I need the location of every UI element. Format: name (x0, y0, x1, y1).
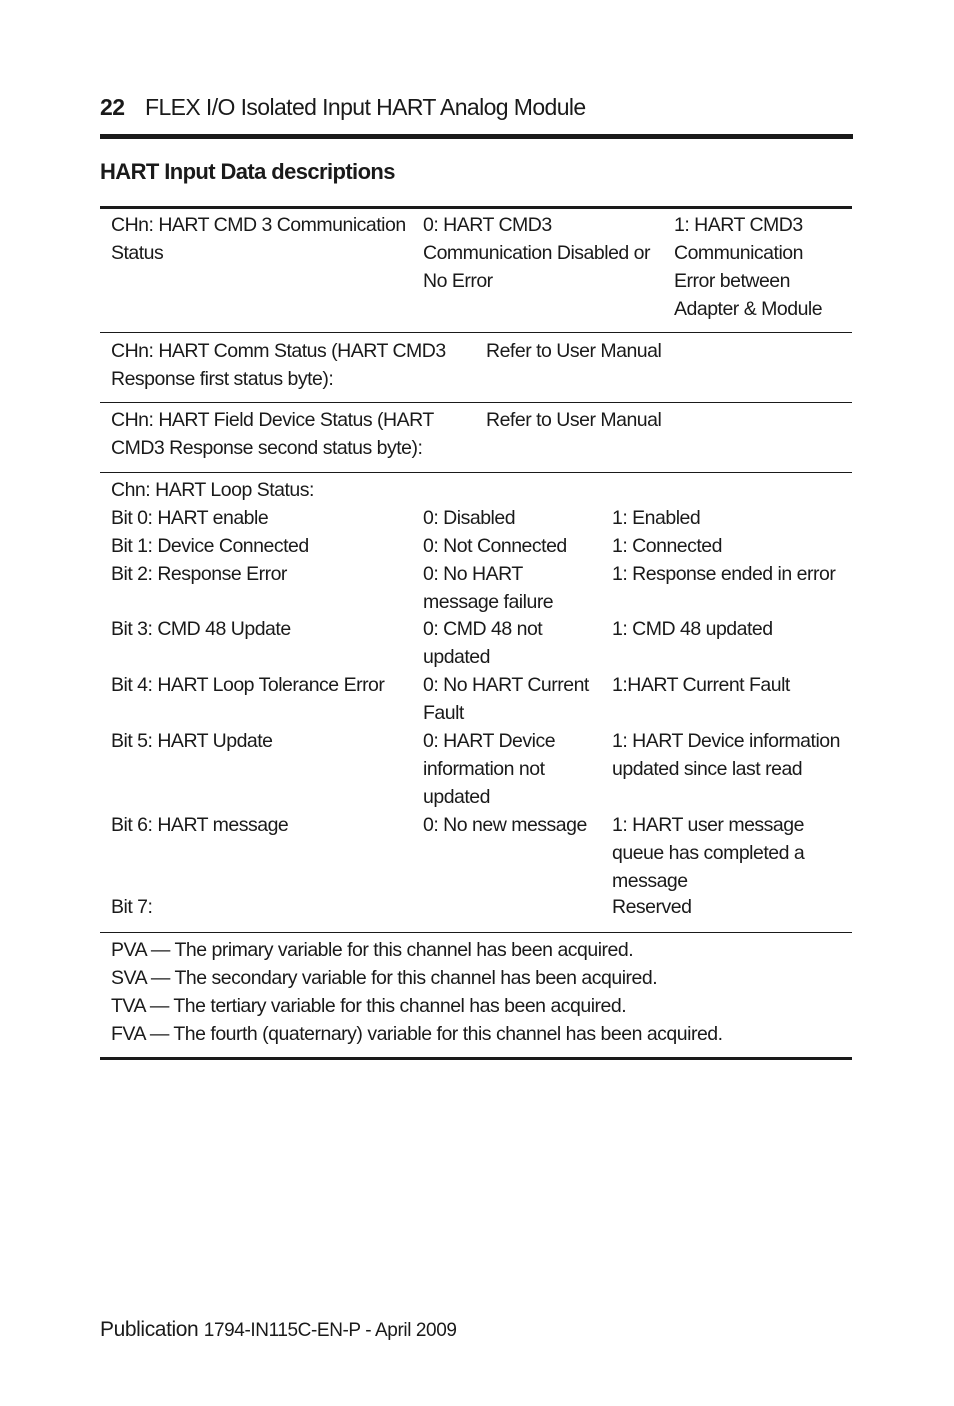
bit-3-value-0: 0: CMD 48 not updated (423, 618, 543, 668)
publication-footer (100, 1318, 457, 1342)
bit-0-value-0: 0: Disabled (423, 507, 516, 529)
bit-1-label: Bit 1: Device Connected (111, 535, 309, 557)
bit-3-value-1: 1: CMD 48 updated (612, 618, 773, 640)
page-number: 22 (100, 94, 125, 120)
row-divider (100, 332, 852, 333)
bit-1-value-0: 0: Not Connected (423, 535, 567, 557)
running-header-title: FLEX I/O Isolated Input HART Analog Module (145, 94, 586, 120)
row-divider (100, 402, 852, 403)
table-top-rule (100, 206, 852, 209)
cmd3-status-label: CHn: HART CMD 3 Communication Status (111, 214, 406, 264)
field-status-value: Refer to User Manual (486, 409, 662, 431)
bit-4-value-1: 1:HART Current Fault (612, 674, 790, 696)
variable-sva: SVA — The secondary variable for this channel has been acquired. (111, 967, 658, 989)
bit-4-label: Bit 4: HART Loop Tolerance Error (111, 674, 385, 696)
header-rule (100, 134, 853, 139)
variable-fva: FVA — The fourth (quaternary) variable for this channel has been acquired. (111, 1023, 723, 1045)
bit-6-label: Bit 6: HART message (111, 814, 289, 836)
bit-6-value-0: 0: No new message (423, 814, 587, 836)
row-divider (100, 932, 852, 933)
variable-pva: PVA — The primary variable for this channel has been acquired. (111, 939, 634, 961)
cmd3-status-value-1: 1: HART CMD3 Communication Error between Adapter & Module (674, 214, 823, 320)
bit-6-value-1: 1: HART user message queue has completed a message (612, 814, 805, 892)
bit-2-value-0: 0: No HART message failure (423, 563, 554, 613)
row-divider (100, 472, 852, 473)
loop-status-title: Chn: HART Loop Status: (111, 479, 314, 501)
bit-2-label: Bit 2: Response Error (111, 563, 287, 585)
bit-7-value-1: Reserved (612, 896, 692, 918)
bit-1-value-1: 1: Connected (612, 535, 723, 557)
publication-number: 1794-IN115C-EN-P - April 2009 (203, 1320, 457, 1341)
variable-descriptions (111, 936, 723, 1048)
bit-4-value-0: 0: No HART Current Fault (423, 674, 589, 724)
table-bottom-rule (100, 1057, 852, 1060)
bit-0-label: Bit 0: HART enable (111, 507, 269, 529)
comm-status-label: CHn: HART Comm Status (HART CMD3 Response first status byte): (111, 340, 446, 390)
bit-5-label: Bit 5: HART Update (111, 730, 273, 752)
bit-7-label: Bit 7: (111, 896, 153, 918)
publication-label: Publication (100, 1318, 199, 1341)
bit-5-value-1: 1: HART Device information updated since last read (612, 730, 840, 780)
comm-status-value: Refer to User Manual (486, 340, 662, 362)
variable-tva: TVA — The tertiary variable for this channel has been acquired. (111, 995, 627, 1017)
bit-3-label: Bit 3: CMD 48 Update (111, 618, 291, 640)
bit-5-value-0: 0: HART Device information not updated (423, 730, 556, 808)
cmd3-status-value-0: 0: HART CMD3 Communication Disabled or No Error (423, 214, 651, 292)
section-title: HART Input Data descriptions (100, 159, 395, 184)
bit-2-value-1: 1: Response ended in error (612, 563, 836, 585)
bit-0-value-1: 1: Enabled (612, 507, 701, 529)
field-status-label: CHn: HART Field Device Status (HART CMD3 Response second status byte): (111, 409, 434, 459)
